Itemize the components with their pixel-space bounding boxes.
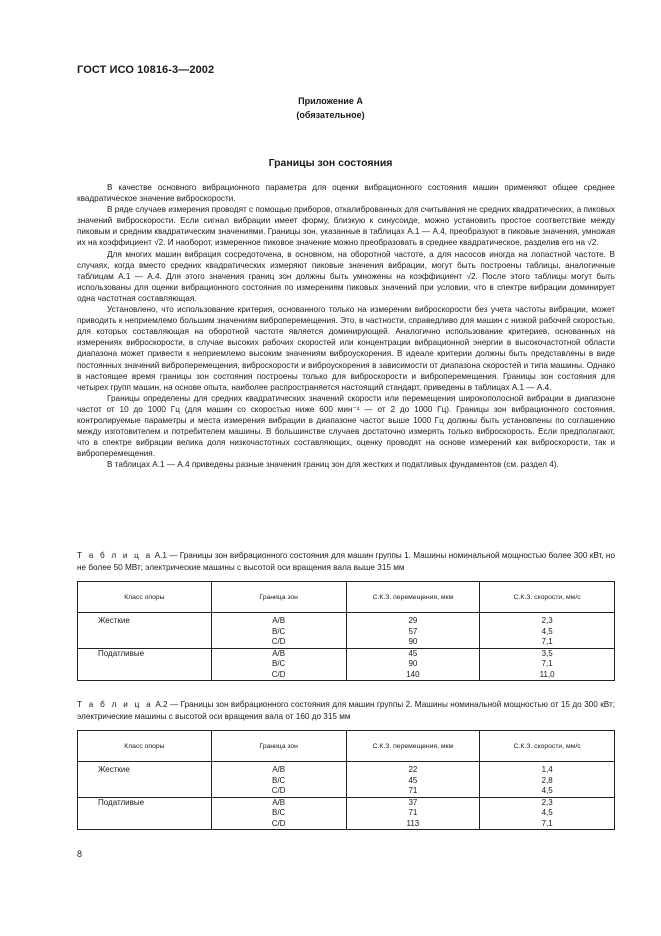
- document-header: ГОСТ ИСО 10816-3—2002: [77, 64, 215, 76]
- annex-title: Границы зон состояния: [268, 157, 393, 169]
- zone-boundary: B/C: [211, 808, 346, 819]
- zone-boundary: C/D: [211, 670, 346, 681]
- velocity-value: 7,1: [480, 637, 615, 648]
- table-row: [78, 776, 615, 787]
- displacement-value: 90: [346, 637, 480, 648]
- table2-header-row: [78, 731, 615, 762]
- zone-boundary: A/B: [211, 648, 346, 659]
- appendix-status: (обязательное): [296, 110, 365, 120]
- displacement-value: 71: [346, 808, 480, 819]
- table2-label: Т а б л и ц а: [77, 700, 153, 709]
- support-class: Податливые: [78, 648, 212, 659]
- paragraph-6: В таблицах А.1 — А.4 приведены разные значения границ зон для жестких и податливых фундаментов (см. раздел 4).: [107, 460, 559, 470]
- displacement-value: 45: [346, 648, 480, 659]
- table2: [77, 730, 615, 830]
- appendix-heading: [0, 94, 661, 122]
- velocity-value: 3,5: [480, 648, 615, 659]
- displacement-value: 29: [346, 613, 480, 627]
- zone-boundary: A/B: [211, 613, 346, 627]
- table-row: [78, 648, 615, 659]
- table1-header-velocity: С.К.З. скорости, мм/с: [480, 582, 615, 613]
- support-class: Жесткие: [78, 613, 212, 627]
- displacement-value: 57: [346, 627, 480, 638]
- velocity-value: 2,8: [480, 776, 615, 787]
- body-text: [77, 182, 615, 470]
- velocity-value: 4,5: [480, 808, 615, 819]
- table1-header-displacement: С.К.З. перемещения, мкм: [346, 582, 480, 613]
- displacement-value: 90: [346, 659, 480, 670]
- table1-caption: [77, 550, 615, 573]
- zone-boundary: B/C: [211, 627, 346, 638]
- table-row: [78, 627, 615, 638]
- paragraph-1: В качестве основного вибрационного параметра для оценки вибрационного состояния машин применяют общее среднее квадратическое значение виброскорости.: [77, 183, 615, 204]
- displacement-value: 140: [346, 670, 480, 681]
- zone-boundary: C/D: [211, 819, 346, 830]
- displacement-value: 22: [346, 762, 480, 776]
- table-row: [78, 659, 615, 670]
- table1-label: Т а б л и ц а: [77, 551, 153, 560]
- table2-header-displacement: С.К.З. перемещения, мкм: [346, 731, 480, 762]
- table1-header-zone: Граница зон: [211, 582, 346, 613]
- table2-caption-text: А.2 — Границы зон вибрационного состояния для машин группы 2. Машины номинальной мощностью от 15 до 300 кВт; электрические машины с высотой оси вращения вала от 160 до 315 мм: [77, 700, 615, 721]
- velocity-value: 2,3: [480, 613, 615, 627]
- table-row: [78, 762, 615, 776]
- velocity-value: 7,1: [480, 819, 615, 830]
- table-row: [78, 808, 615, 819]
- appendix-title: Приложение А: [298, 96, 363, 106]
- zone-boundary: B/C: [211, 659, 346, 670]
- table-row: [78, 613, 615, 627]
- velocity-value: 2,3: [480, 797, 615, 808]
- table-row: [78, 786, 615, 797]
- table2-header-zone: Граница зон: [211, 731, 346, 762]
- table1-header-row: [78, 582, 615, 613]
- velocity-value: 4,5: [480, 627, 615, 638]
- displacement-value: 37: [346, 797, 480, 808]
- zone-boundary: C/D: [211, 637, 346, 648]
- velocity-value: 1,4: [480, 762, 615, 776]
- paragraph-5: Границы определены для средних квадратических значений скорости или перемещения широкополосной вибрации в диапазоне частот от 10 до 1000 Гц (для машин со скоростью ниже 600 мин⁻¹ — от 2 до 1000 Гц). Границы зон вибрационного состояния, контролируемые параметры и места измерения вибрации в диапазоне частот выше 1000 Гц должны быть установлены по соглашению между изготовителем и потребителем машины. В большинстве случаев достаточно измерять только виброскорость. Если предполагают, что в спектре вибрации велика доля низкочастотных составляющих, оценку проводят на основе измерений как виброскорости, так и виброперемещения.: [77, 393, 615, 459]
- zone-boundary: C/D: [211, 786, 346, 797]
- table-row: [78, 670, 615, 681]
- page-number: 8: [77, 849, 83, 859]
- zone-boundary: B/C: [211, 776, 346, 787]
- table-row: [78, 819, 615, 830]
- table1: [77, 581, 615, 681]
- displacement-value: 71: [346, 786, 480, 797]
- table2-caption: [77, 699, 615, 722]
- velocity-value: 7,1: [480, 659, 615, 670]
- paragraph-4: Установлено, что использование критерия, основанного только на измерении виброскорости без учета частоты вибрации, может приводить к неприемлемо большим значениям виброперемещения. Это, в частности, справедливо для машин с низкой рабочей скоростью, для которых составляющая на оборотной частоте является доминирующей. Аналогично использование критериев, основанных на измерениях виброскорости, в случае высоких рабочих скоростей или концентрации вибрационной энергии в высокочастотной области диапазона может привести к неприемлемо высоким значениям виброускорения. В идеале критерии должны быть представлены в виде постоянных значений виброперемещения, виброскорости и виброускорения в зависимости от диапазона скоростей и типа машины. Однако в настоящее время границы зон состояния построены только для виброскорости и виброперемещения. Границы зон состояния для четырех групп машин, на основе опыта, наиболее распространяется настоящий стандарт, приведены в таблицах А.1 — А.4.: [77, 305, 615, 392]
- support-class: Жесткие: [78, 762, 212, 776]
- velocity-value: 4,5: [480, 786, 615, 797]
- table1-caption-text: А.1 — Границы зон вибрационного состояния для машин группы 1. Машины номинальной мощностью более 300 кВт, но не более 50 МВт; электрические машины с высотой оси вращения вала выше 315 мм: [77, 551, 616, 572]
- displacement-value: 45: [346, 776, 480, 787]
- table2-header-support: Класс опоры: [78, 731, 212, 762]
- velocity-value: 11,0: [480, 670, 615, 681]
- table-row: [78, 797, 615, 808]
- support-class: Податливые: [78, 797, 212, 808]
- table2-header-velocity: С.К.З. скорости, мм/с: [480, 731, 615, 762]
- paragraph-2: В ряде случаев измерения проводят с помощью приборов, откалиброванных для считывания не средних квадратических, а пиковых значений виброскорости. Если сигнал вибрации имеет форму, близкую к синусоиде, можно установить простое соответствие между пиковым и средним квадратическим значениями. Границы зон, указанные в таблицах А.1 — А.4, преобразуют в пиковые значения, умножая их на коэффициент √2. И наоборот, измеренное пиковое значение можно преобразовать в среднее квадратическое, разделив его на √2.: [77, 205, 615, 248]
- table-row: [78, 637, 615, 648]
- paragraph-3: Для многих машин вибрация сосредоточена, в основном, на оборотной частоте, а для насосов иногда на лопастной частоте. В случаях, когда вместо средних квадратических измеряют пиковые значения вибрации, могут быть построены таблицы, аналогичные таблицам А.1 — А.4. Для этого значения границ зон должны быть умножены на коэффициент √2. После этого таблицы могут быть использованы для оценки вибрационного состояния по измерениям пиковых значений при условии, что в спектре вибрации доминирует одна частотная составляющая.: [77, 249, 615, 303]
- zone-boundary: A/B: [211, 762, 346, 776]
- displacement-value: 113: [346, 819, 480, 830]
- zone-boundary: A/B: [211, 797, 346, 808]
- table1-header-support: Класс опоры: [78, 582, 212, 613]
